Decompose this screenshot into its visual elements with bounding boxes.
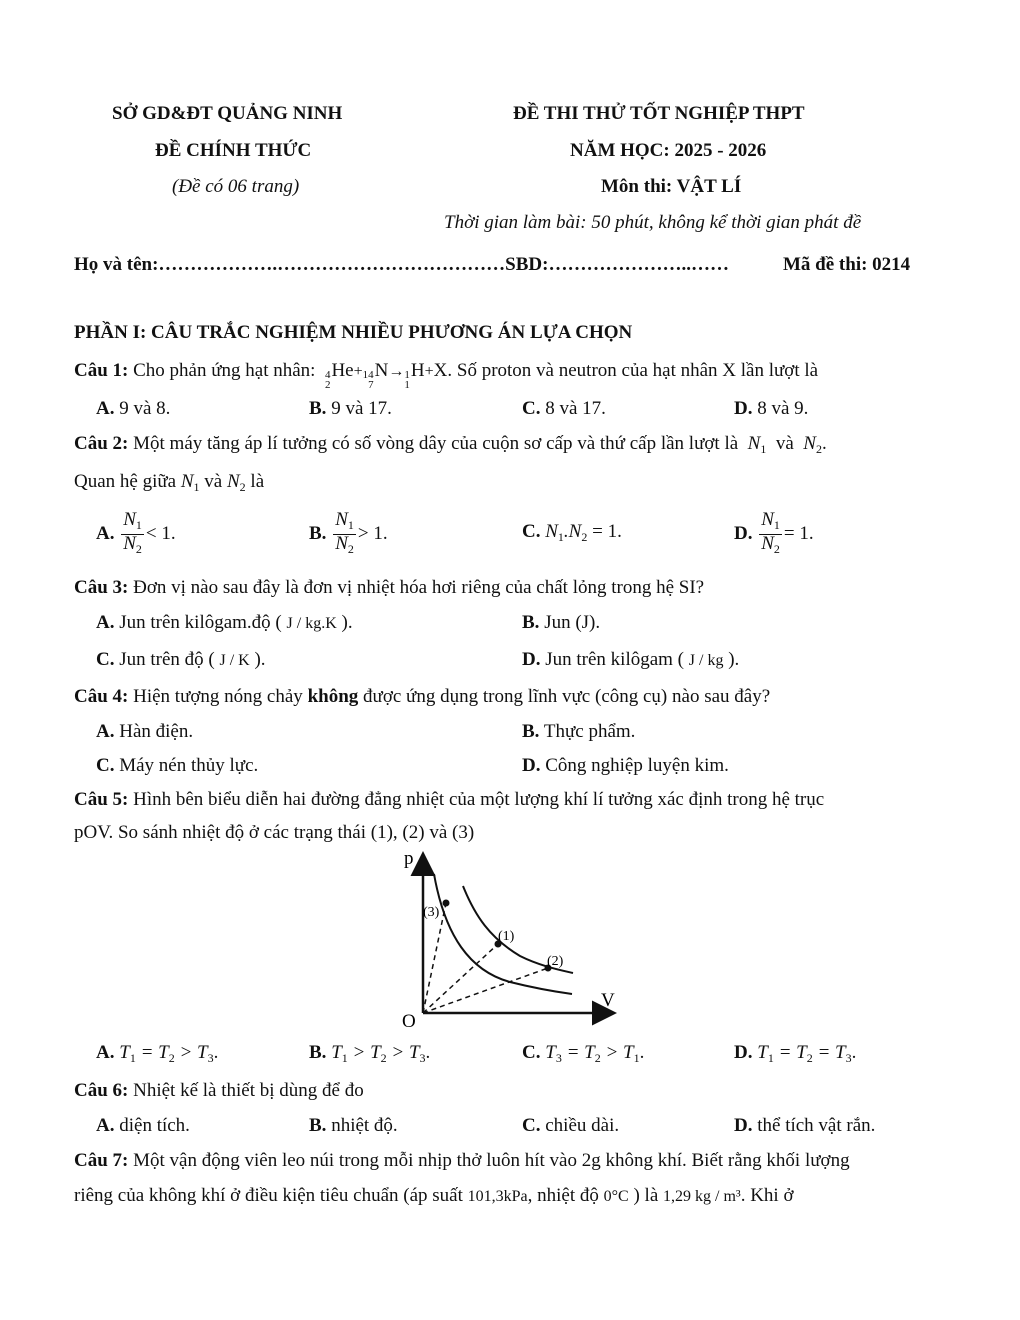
page-count: (Đề có 06 trang) [172,176,300,197]
question-label: Câu 3: [74,577,129,598]
question-label: Câu 7: [74,1150,129,1171]
q5-option-c[interactable]: C. $T_3 = T_2 > T_1$. [522,1042,645,1065]
q3-option-c[interactable]: C. Jun trên độ ( J / K ). [96,649,266,670]
time-note: Thời gian làm bài: 50 phút, không kể thời gian phát đề [444,212,862,233]
q4-option-b[interactable]: B. Thực phẩm. [522,721,636,742]
q6-option-c[interactable]: C. chiều dài. [522,1115,620,1136]
exam-code: Mã đề thi: 0214 [783,254,911,275]
q5-option-d[interactable]: D. $T_1 = T_2 = T_3$. [734,1042,857,1065]
state-3-label: (3) [423,905,440,920]
question-7: Câu 7: Một vận động viên leo núi trong mỗi nhịp thở luôn hít vào 2g không khí. Biết rằng khối lượng [74,1150,850,1171]
question-label: Câu 6: [74,1080,129,1101]
q1-option-b[interactable]: B. 9 và 17. [309,398,392,419]
name-line: Họ và tên:……………….………………………………SBD:…………………..…… [74,254,729,275]
q3-option-d[interactable]: D. Jun trên kilôgam ( J / kg ). [522,649,740,670]
q3-option-a[interactable]: A. Jun trên kilôgam.độ ( J / kg.K ). [96,612,353,633]
exam-title: ĐỀ THI THỬ TỐT NGHIỆP THPT [513,103,805,124]
official-label: ĐỀ CHÍNH THỨC [155,140,312,161]
question-label: Câu 4: [74,686,129,707]
question-label: Câu 5: [74,789,129,810]
q6-option-a[interactable]: A. diện tích. [96,1115,190,1136]
q3-option-b[interactable]: B. Jun (J). [522,612,601,633]
q2-option-a[interactable]: A. $\frac{N_1}{N_2}$ < 1. [96,509,176,556]
question-6: Câu 6: Nhiệt kế là thiết bị dùng để đo [74,1080,364,1101]
q4-option-d[interactable]: D. Công nghiệp luyện kim. [522,755,729,776]
state-1-label: (1) [498,929,515,944]
p-label: p [404,848,414,869]
question-2: Câu 2: Một máy tăng áp lí tưởng có số vòng dây của cuộn sơ cấp và thứ cấp lần lượt là $N_1$ và $N_2$. [74,433,827,456]
q4-option-c[interactable]: C. Máy nén thủy lực. [96,755,259,776]
subject: Môn thi: VẬT LÍ [601,176,742,197]
state-3-point [443,900,450,907]
question-7-line2: riêng của không khí ở điều kiện tiêu chuẩn (áp suất 101,3kPa, nhiệt độ 0°C ) là 1,29 kg / m³. Khi ở [74,1185,794,1206]
question-4: Câu 4: Hiện tượng nóng chảy không được ứng dụng trong lĩnh vực (công cụ) nào sau đây? [74,686,771,707]
v-label: V [601,990,615,1011]
q4-option-a[interactable]: A. Hàn điện. [96,721,194,742]
origin-label: O [402,1011,416,1032]
question-1 [74,360,818,390]
question-label: Câu 2: [74,433,129,454]
question-2-line2: Quan hệ giữa $N_1$ và $N_2$ là [74,471,265,494]
q5-option-a[interactable]: A. $T_1 = T_2 > T_3$. [96,1042,219,1065]
question-text: Cho phản ứng hạt nhân: [133,360,316,381]
q1-option-d[interactable]: D. 8 và 9. [734,398,809,419]
q2-option-c[interactable]: C. $N_1.N_2 = 1$. [522,521,622,544]
q2-option-d[interactable]: D. $\frac{N_1}{N_2}$ = 1. [734,509,814,556]
question-3 [74,577,704,599]
nuclear-reaction: 4 2 He+ 14 7 N→ 1 1 H+X [324,360,448,391]
q6-option-d[interactable]: D. thể tích vật rắn. [734,1115,876,1136]
q1-option-a[interactable]: A. 9 và 8. [96,398,171,419]
q6-option-b[interactable]: B. nhiệt độ. [309,1115,398,1136]
q5-option-b[interactable]: B. $T_1 > T_2 > T_3$. [309,1042,431,1065]
dashed-line-2 [423,968,548,1013]
question-label: Câu 1: [74,360,129,381]
section-title: PHẦN I: CÂU TRẮC NGHIỆM NHIỀU PHƯƠNG ÁN LỰA CHỌN [74,322,633,343]
q2-option-b[interactable]: B. $\frac{N_1}{N_2}$ > 1. [309,509,388,556]
school-year: NĂM HỌC: 2025 - 2026 [570,140,767,161]
question-text: . Số proton và neutron của hạt nhân X lần lượt là [447,360,819,381]
question-5-line2: pOV. So sánh nhiệt độ ở các trạng thái (1), (2) và (3) [74,822,475,843]
state-2-label: (2) [547,954,564,969]
isotherm-diagram [390,846,630,1032]
dashed-line-1 [423,944,498,1013]
question-text: Một máy tăng áp lí tưởng có số vòng dây của cuộn sơ cấp và thứ cấp lần lượt là [133,433,739,454]
question-5: Câu 5: Hình bên biểu diễn hai đường đẳng nhiệt của một lượng khí lí tưởng xác định trong hệ trục [74,789,825,810]
question-text: Đơn vị nào sau đây là đơn vị nhiệt hóa hơi riêng của chất lỏng trong hệ SI? [133,577,705,598]
school-name: SỞ GD&ĐT QUẢNG NINH [112,103,343,124]
q1-option-c[interactable]: C. 8 và 17. [522,398,606,419]
